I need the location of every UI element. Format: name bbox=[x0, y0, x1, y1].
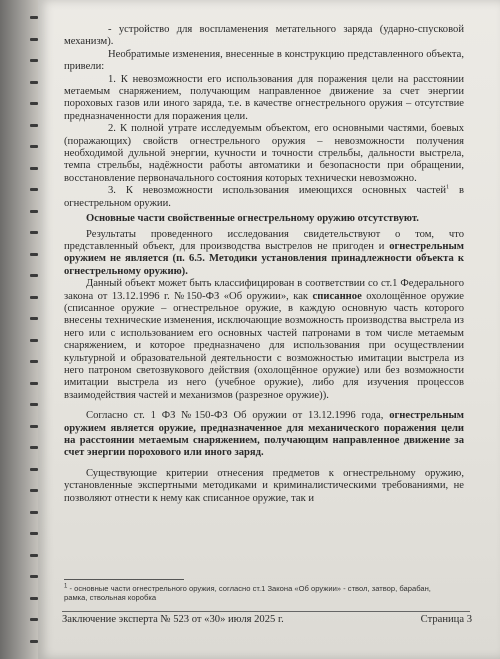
footer-expert-conclusion: Заключение эксперта № 523 от «30» июля 2025 г. bbox=[62, 614, 284, 625]
binder-hole bbox=[30, 296, 38, 299]
document-page bbox=[38, 0, 500, 659]
binder-hole bbox=[30, 446, 38, 449]
paragraph-point-1: 1. К невозможности его использования для поражения цели на расстоянии метаемым снаряжением, получающим направленное движение за счет энергии пороховых газов или иного заряда, т.е. в качестве огнестрельного оружия – отсутствие предназначенности для поражения цели. bbox=[64, 73, 464, 122]
binder-hole bbox=[30, 468, 38, 471]
footnote-text: - основные части огнестрельного оружия, согласно ст.1 Закона «Об оружии» - ствол, затвор, барабан, рамка, ствольная коробка bbox=[64, 584, 431, 603]
binder-hole bbox=[30, 16, 38, 19]
point-3-text: 3. К невозможности использования имеющихся основных частей bbox=[108, 185, 447, 197]
page-body bbox=[64, 24, 464, 505]
binder-hole bbox=[30, 339, 38, 342]
class-text-end: охолощённое оружие (списанное оружие – огнестрельное оружие, в каждую основную часть которого внесены технические изменения, исключающие возможность производства выстрела из него или с использованием его основных частей патронами в том числе метаемым снаряжением, и которое предназначено для использования при осуществлении культурной и образовательной деятельности с возможностью имитации выстрела из него патроном светозвукового действия (охолощённое оружие) или без возможности имитации выстрела из него (учебное оружие), либо для изучения процессов взаимодействия частей и механизмов (разрезное оружие)). bbox=[64, 290, 465, 401]
binder-hole bbox=[30, 102, 38, 105]
binder-hole bbox=[30, 59, 38, 62]
binder-hole bbox=[30, 597, 38, 600]
binder-hole bbox=[30, 317, 38, 320]
conclusion-bold: Основные части свойственные огнестрельному оружию отсутствуют. bbox=[86, 213, 419, 225]
paragraph-changes: Необратимые изменения, внесенные в конструкцию представленного объекта, привели: bbox=[64, 48, 464, 73]
paragraph-device: - устройство для воспламенения метательного заряда (ударно-спусковой механизм). bbox=[64, 24, 464, 48]
binder-hole bbox=[30, 231, 38, 234]
binder-hole bbox=[30, 360, 38, 363]
binder-hole bbox=[30, 210, 38, 213]
binder-edge bbox=[0, 0, 40, 659]
binder-hole bbox=[30, 489, 38, 492]
footer-page-number: Страница 3 bbox=[420, 614, 472, 625]
binder-hole bbox=[30, 532, 38, 535]
paragraph-results bbox=[64, 229, 464, 279]
paragraph-law bbox=[64, 410, 464, 460]
law-text: Согласно ст. 1 ФЗ №150-ФЗ Об оружии от 13.12.1996 года, bbox=[86, 410, 390, 422]
binder-hole bbox=[30, 145, 38, 148]
results-bold: огнестрельным оружием не является (п. 6.5. Методики установления принадлежности объекта к огнестрельному оружию). bbox=[64, 240, 464, 277]
paragraph-criteria: Существующие критерии отнесения предметов к огнестрельному оружию, установленные экспертными методиками и криминалистическими требованиями, не позволяют отнести к нему как списанное оружие, так и bbox=[64, 467, 464, 504]
paragraph-point-2: 2. К полной утрате исследуемым объектом, его основными частями, боевых (поражающих) свойств огнестрельного оружия – невозможности получения необходимой дульной энергии, кучности и точности стрельбы, дальности выстрела, темпа стрельбы, надёжности работы автоматики и безопасности при обращении, восстановление первоначального состояния которых технически невозможно. bbox=[64, 123, 464, 184]
binder-hole bbox=[30, 382, 38, 385]
binder-hole bbox=[30, 188, 38, 191]
binder-hole bbox=[30, 124, 38, 127]
binder-hole bbox=[30, 274, 38, 277]
binder-hole bbox=[30, 575, 38, 578]
footnote-divider bbox=[64, 579, 184, 580]
footnote-marker: 1 bbox=[446, 184, 450, 191]
binder-hole bbox=[30, 81, 38, 84]
binder-hole bbox=[30, 511, 38, 514]
results-text: Результаты проведенного исследования свидетельствуют о том, что представленный объект, для производства выстрелов не пригоден и bbox=[64, 228, 464, 252]
class-bold: списанное bbox=[312, 290, 362, 302]
binder-hole bbox=[30, 618, 38, 621]
footnote-number: 1 bbox=[64, 583, 68, 590]
footnote bbox=[64, 584, 444, 602]
binder-hole bbox=[30, 403, 38, 406]
point-3-end: в огнестрельном оружии. bbox=[64, 185, 464, 209]
binder-hole bbox=[30, 38, 38, 41]
law-bold: огнестрельным оружием является оружие, предназначенное для механического поражения цели на расстоянии метаемым снаряжением, получающим направленное движение за счет энергии порохового или иного заряд. bbox=[64, 410, 464, 459]
footer-divider bbox=[62, 611, 470, 612]
binder-hole bbox=[30, 167, 38, 170]
binder-hole bbox=[30, 554, 38, 557]
binder-hole bbox=[30, 640, 38, 643]
paragraph-classification bbox=[64, 278, 464, 402]
paragraph-point-3 bbox=[64, 185, 464, 210]
binder-hole bbox=[30, 425, 38, 428]
class-text: Данный объект может быть классифицирован в соответствии со ст.1 Федерального закона от 13.12.1996 г. №150-ФЗ «Об оружии», как bbox=[64, 278, 464, 302]
binder-hole bbox=[30, 253, 38, 256]
